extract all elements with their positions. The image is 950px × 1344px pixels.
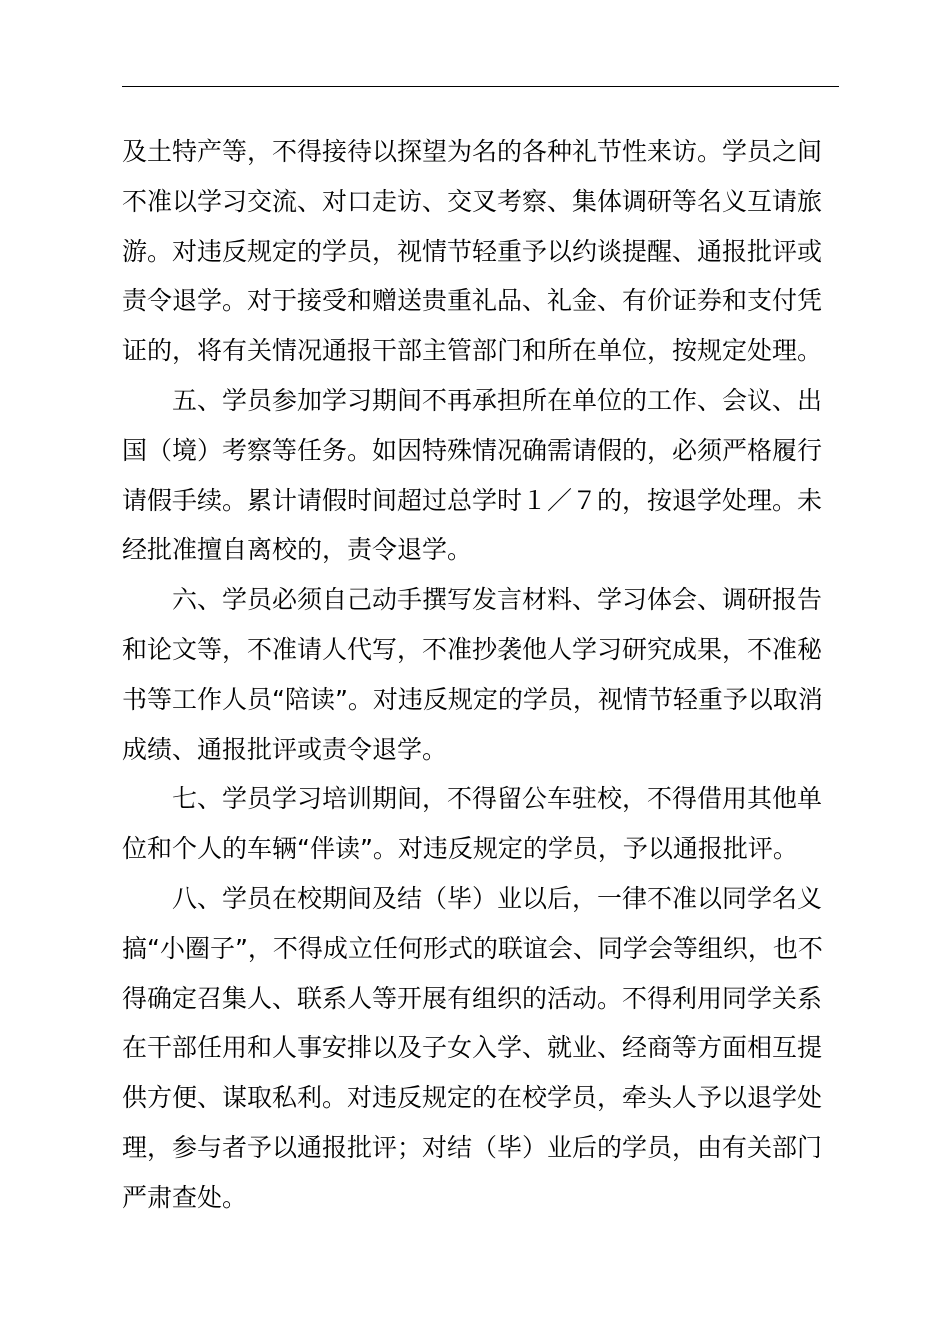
text-line: 供方便、谋取私利。对违反规定的在校学员，牵头人予以退学处 <box>122 1083 823 1113</box>
text-line: 证的，将有关情况通报干部主管部门和所在单位，按规定处理。 <box>122 336 823 366</box>
text-line: 成绩、通报批评或责令退学。 <box>122 734 448 764</box>
text-line: 五、学员参加学习期间不再承担所在单位的工作、会议、出 <box>172 385 823 415</box>
text-line: 书等工作人员“陪读”。对违反规定的学员，视情节轻重予以取消 <box>122 684 823 714</box>
paragraph-item-6 <box>122 575 842 774</box>
text-line: 六、学员必须自己动手撰写发言材料、学习体会、调研报告 <box>172 585 823 615</box>
text-line: 搞“小圈子”，不得成立任何形式的联谊会、同学会等组织，也不 <box>122 933 823 963</box>
text-line: 和论文等，不准请人代写，不准抄袭他人学习研究成果，不准秘 <box>122 634 823 664</box>
text-line: 游。对违反规定的学员，视情节轻重予以约谈提醒、通报批评或 <box>122 236 823 266</box>
text-line: 国（境）考察等任务。如因特殊情况确需请假的，必须严格履行 <box>122 435 823 465</box>
header-rule <box>122 86 839 87</box>
text-line: 理，参与者予以通报批评；对结（毕）业后的学员，由有关部门 <box>122 1132 823 1162</box>
paragraph-continuation <box>122 127 842 376</box>
text-line: 请假手续。累计请假时间超过总学时１／７的，按退学处理。未 <box>122 485 823 515</box>
text-line: 经批准擅自离校的，责令退学。 <box>122 535 473 565</box>
document-body <box>122 127 842 1223</box>
paragraph-item-5 <box>122 376 842 575</box>
text-line: 在干部任用和人事安排以及子女入学、就业、经商等方面相互提 <box>122 1033 823 1063</box>
text-line: 八、学员在校期间及结（毕）业以后，一律不准以同学名义 <box>172 883 823 913</box>
paragraph-item-7 <box>122 774 842 874</box>
text-line: 不准以学习交流、对口走访、交叉考察、集体调研等名义互请旅 <box>122 186 823 216</box>
text-line: 及土特产等，不得接待以探望为名的各种礼节性来访。学员之间 <box>122 137 823 166</box>
text-line: 得确定召集人、联系人等开展有组织的活动。不得利用同学关系 <box>122 983 823 1013</box>
text-line: 责令退学。对于接受和赠送贵重礼品、礼金、有价证券和支付凭 <box>122 286 823 316</box>
text-line: 严肃查处。 <box>122 1182 248 1212</box>
text-line: 位和个人的车辆“伴读”。对违反规定的学员，予以通报批评。 <box>122 834 798 864</box>
text-line: 七、学员学习培训期间，不得留公车驻校，不得借用其他单 <box>172 784 823 814</box>
paragraph-item-8 <box>122 874 842 1223</box>
